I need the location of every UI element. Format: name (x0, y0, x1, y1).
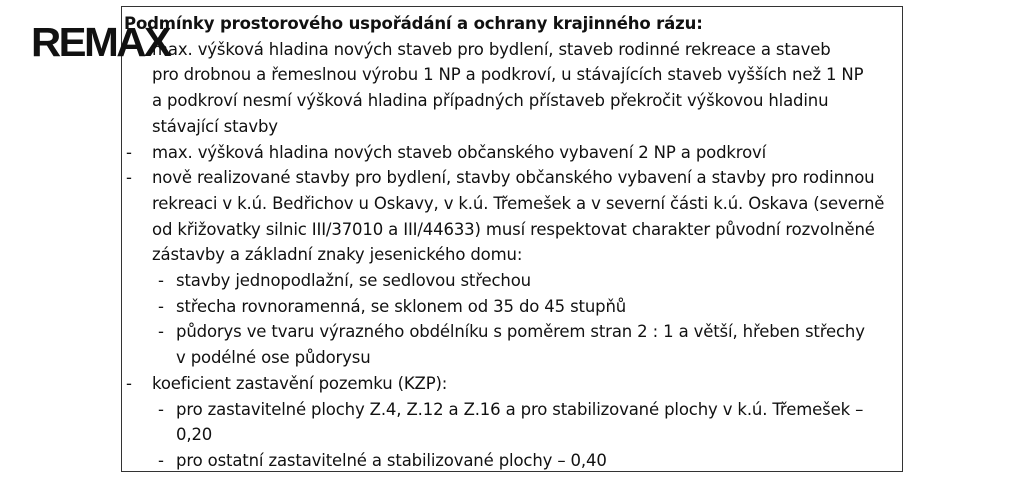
sub-list-item: - stavby jednopodlažní, se sedlovou střechou (124, 268, 900, 294)
list-item-line: zástavby a základní znaky jesenického domu: (152, 245, 523, 265)
sub-list-item-line: v podélné ose půdorysu (176, 348, 371, 368)
list-item: - nově realizované stavby pro bydlení, stavby občanského vybavení a stavby pro rodinnou (124, 165, 900, 191)
document-heading: Podmínky prostorového uspořádání a ochrany krajinného rázu: (124, 14, 703, 33)
sub-list-item: - střecha rovnoramenná, se sklonem od 35 do 45 stupňů (124, 294, 900, 320)
list-item-line: max. výšková hladina nových staveb pro bydlení, staveb rodinné rekreace a staveb (152, 39, 831, 59)
sub-list-item: - pro zastavitelné plochy Z.4, Z.12 a Z.16 a pro stabilizované plochy v k.ú. Třemešek – (124, 397, 900, 423)
list-dash: - (158, 296, 164, 316)
list-item-line: a podkroví nesmí výšková hladina případných přístaveb překročit výškovou hladinu (152, 91, 829, 111)
list-item: - koeficient zastavění pozemku (KZP): (124, 371, 900, 397)
list-dash: - (126, 142, 132, 162)
sub-list-item: - půdorys ve tvaru výrazného obdélníku s poměrem stran 2 : 1 a větší, hřeben střechy (124, 319, 900, 345)
remax-logo: REMAX (31, 19, 170, 65)
list-item-line: pro drobnou a řemeslnou výrobu 1 NP a podkroví, u stávajících staveb vyšších než 1 NP (152, 65, 864, 85)
list-dash: - (158, 271, 164, 291)
list-dash: - (126, 168, 132, 188)
sub-list-item-line: 0,20 (176, 425, 213, 445)
list-dash: - (158, 399, 164, 419)
list-dash: - (158, 450, 164, 470)
list-item-line: od křižovatky silnic III/37010 a III/44633) musí respektovat charakter původní rozvolněné (152, 219, 875, 239)
list-dash: - (126, 373, 132, 393)
list-item-line: stávající stavby (152, 116, 278, 136)
list-item: - max. výšková hladina nových staveb občanského vybavení 2 NP a podkroví (124, 140, 900, 166)
document-excerpt (124, 11, 900, 474)
list-item-line: rekreaci v k.ú. Bedřichov u Oskavy, v k.ú. Třemešek a v severní části k.ú. Oskava (severně (152, 193, 885, 213)
list-dash: - (158, 322, 164, 342)
sub-list-item: - pro ostatní zastavitelné a stabilizované plochy – 0,40 (124, 448, 900, 474)
